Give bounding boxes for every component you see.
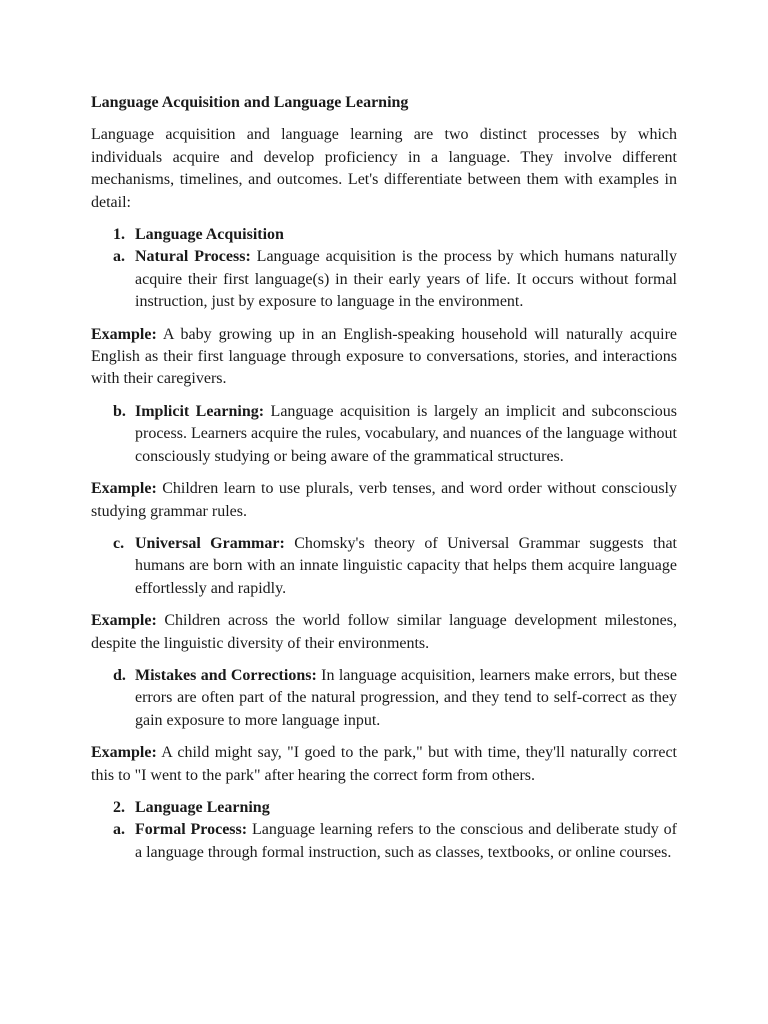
list-marker: a. xyxy=(113,248,125,266)
list-item-universal-grammar xyxy=(91,533,677,600)
item-text: Language learning refers to the conscious and deliberate study of a language through formal instruction, such as classes, textbooks, or online courses. xyxy=(135,821,677,861)
list-item-formal-process xyxy=(91,819,677,864)
item-term: Formal Process: xyxy=(135,821,248,839)
section-heading-language-learning xyxy=(91,797,677,819)
list-marker: c. xyxy=(113,534,125,552)
item-text: In language acquisition, learners make errors, but these errors are often part of the natural progression, and they tend to self-correct as they gain exposure to more language input. xyxy=(135,666,677,729)
item-term: Natural Process: xyxy=(135,248,251,266)
example-paragraph xyxy=(91,324,677,391)
section-heading-text: Language Acquisition xyxy=(135,226,284,244)
example-label: Example: xyxy=(91,325,157,343)
section-number: 1. xyxy=(113,226,125,244)
example-label: Example: xyxy=(91,480,157,498)
example-paragraph xyxy=(91,742,677,787)
example-paragraph xyxy=(91,610,677,655)
list-item-natural-process xyxy=(91,246,677,313)
list-item-mistakes-corrections xyxy=(91,665,677,732)
example-text: A child might say, "I goed to the park," but with time, they'll naturally correct this to "I went to the park" after hearing the correct form from others. xyxy=(91,744,677,784)
example-text: Children learn to use plurals, verb tenses, and word order without consciously studying grammar rules. xyxy=(91,480,677,520)
list-item-implicit-learning xyxy=(91,401,677,468)
item-term: Mistakes and Corrections: xyxy=(135,666,317,684)
intro-paragraph: Language acquisition and language learning are two distinct processes by which individuals acquire and develop proficiency in a language. They involve different mechanisms, timelines, and outcomes. Let's differentiate between them with examples in detail: xyxy=(91,126,677,211)
item-text: Language acquisition is largely an implicit and subconscious process. Learners acquire the rules, vocabulary, and nuances of the language without consciously studying or being aware of the grammatical structures. xyxy=(135,402,677,465)
example-text: A baby growing up in an English-speaking household will naturally acquire English as their first language through exposure to conversations, stories, and interactions with their caregivers. xyxy=(91,325,677,388)
section-number: 2. xyxy=(113,798,125,816)
document-page xyxy=(91,92,677,874)
example-label: Example: xyxy=(91,744,157,762)
section-heading-language-acquisition xyxy=(91,224,677,246)
example-paragraph xyxy=(91,478,677,523)
example-label: Example: xyxy=(91,612,157,630)
list-marker: a. xyxy=(113,821,125,839)
list-marker: b. xyxy=(113,402,126,420)
item-text: Language acquisition is the process by which humans naturally acquire their first language(s) in their early years of life. It occurs without formal instruction, just by exposure to language in the environment. xyxy=(135,248,678,311)
document-title: Language Acquisition and Language Learning xyxy=(91,94,409,111)
item-text: Chomsky's theory of Universal Grammar suggests that humans are born with an innate linguistic capacity that helps them acquire language effortlessly and rapidly. xyxy=(135,534,677,597)
section-heading-text: Language Learning xyxy=(135,798,270,816)
list-marker: d. xyxy=(113,666,126,684)
example-text: Children across the world follow similar language development milestones, despite the linguistic diversity of their environments. xyxy=(91,612,677,652)
item-term: Implicit Learning: xyxy=(135,402,265,420)
item-term: Universal Grammar: xyxy=(135,534,285,552)
